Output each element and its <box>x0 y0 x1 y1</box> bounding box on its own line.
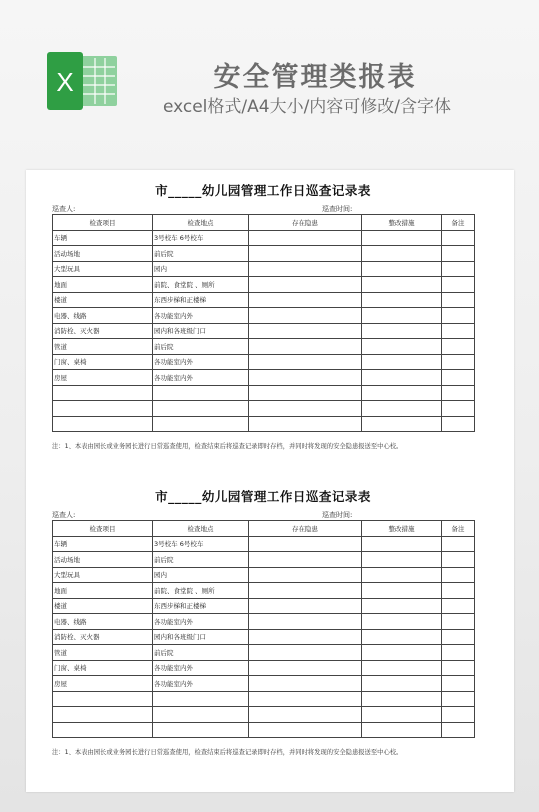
column-header-place: 检查地点 <box>153 215 249 231</box>
cell-measure <box>362 230 442 246</box>
cell-item: 地面 <box>53 277 153 293</box>
cell-place: 各功能室内外 <box>153 660 249 676</box>
table-header <box>53 521 475 537</box>
cell-measure <box>362 552 442 568</box>
cell-remark <box>442 722 475 738</box>
inspector-label: 巡查人: <box>52 511 76 519</box>
table-row <box>53 246 475 262</box>
cell-remark <box>442 536 475 552</box>
table-row <box>53 370 475 386</box>
cell-hazard <box>249 354 362 370</box>
cell-place <box>153 691 249 707</box>
column-header-remark: 备注 <box>442 215 475 231</box>
cell-measure <box>362 660 442 676</box>
cell-item: 房屋 <box>53 370 153 386</box>
cell-remark <box>442 277 475 293</box>
cell-measure <box>362 308 442 324</box>
form-title: 市_____幼儿园管理工作日巡查记录表 <box>155 489 371 504</box>
cell-item <box>53 722 153 738</box>
table-row <box>53 552 475 568</box>
cell-hazard <box>249 277 362 293</box>
table-row <box>53 707 475 723</box>
cell-remark <box>442 401 475 417</box>
header-row <box>53 215 475 231</box>
cell-item: 车辆 <box>53 536 153 552</box>
cell-item <box>53 385 153 401</box>
table-row <box>53 536 475 552</box>
cell-place: 前院、食堂院 、厕所 <box>153 277 249 293</box>
cell-item: 大型玩具 <box>53 261 153 277</box>
page-title: 安全管理类报表 <box>213 62 417 93</box>
table-header <box>53 215 475 231</box>
cell-measure <box>362 277 442 293</box>
cell-place: 各功能室内外 <box>153 370 249 386</box>
cell-remark <box>442 354 475 370</box>
cell-measure <box>362 676 442 692</box>
cell-measure <box>362 246 442 262</box>
cell-place: 各功能室内外 <box>153 614 249 630</box>
column-header-hazard: 存在隐患 <box>249 215 362 231</box>
cell-item: 管道 <box>53 339 153 355</box>
cell-hazard <box>249 385 362 401</box>
table-row <box>53 416 475 432</box>
table-row <box>53 629 475 645</box>
cell-place: 东西步梯和正楼梯 <box>153 598 249 614</box>
cell-hazard <box>249 230 362 246</box>
cell-item: 楼道 <box>53 598 153 614</box>
cell-item: 车辆 <box>53 230 153 246</box>
table-body <box>53 230 475 432</box>
cell-item: 活动场地 <box>53 552 153 568</box>
cell-place: 前院、食堂院 、厕所 <box>153 583 249 599</box>
column-header-place: 检查地点 <box>153 521 249 537</box>
table-row <box>53 292 475 308</box>
form-note: 注：1、本表由园长或业务园长进行日常巡查使用，检查结束后将巡查记录即时存档，并同时将发现的安全隐患报送至中心校。 <box>52 443 403 450</box>
inspection-table <box>52 520 475 738</box>
table-row <box>53 567 475 583</box>
cell-place <box>153 401 249 417</box>
cell-place <box>153 416 249 432</box>
header-row <box>53 521 475 537</box>
column-header-item: 检查项目 <box>53 215 153 231</box>
cell-hazard <box>249 261 362 277</box>
cell-hazard <box>249 292 362 308</box>
cell-remark <box>442 308 475 324</box>
cell-remark <box>442 339 475 355</box>
cell-hazard <box>249 629 362 645</box>
cell-item: 地面 <box>53 583 153 599</box>
cell-place: 园内和各班级门口 <box>153 323 249 339</box>
table-row <box>53 323 475 339</box>
inspector-row <box>52 506 474 520</box>
cell-remark <box>442 416 475 432</box>
cell-measure <box>362 292 442 308</box>
cell-place: 各功能室内外 <box>153 308 249 324</box>
cell-measure <box>362 567 442 583</box>
inspector-row <box>52 200 474 214</box>
table-row <box>53 691 475 707</box>
cell-remark <box>442 614 475 630</box>
table-row <box>53 230 475 246</box>
cell-item <box>53 691 153 707</box>
cell-remark <box>442 230 475 246</box>
cell-hazard <box>249 536 362 552</box>
inspection-table <box>52 214 475 432</box>
cell-measure <box>362 629 442 645</box>
cell-hazard <box>249 567 362 583</box>
excel-logo-letter: X <box>56 67 74 97</box>
column-header-measure: 整改措施 <box>362 521 442 537</box>
inspection-form-1 <box>52 182 474 450</box>
cell-hazard <box>249 323 362 339</box>
cell-hazard <box>249 339 362 355</box>
column-header-remark: 备注 <box>442 521 475 537</box>
cell-hazard <box>249 691 362 707</box>
cell-remark <box>442 598 475 614</box>
cell-hazard <box>249 416 362 432</box>
cell-place: 前后院 <box>153 339 249 355</box>
table-row <box>53 308 475 324</box>
cell-measure <box>362 583 442 599</box>
cell-item: 消防栓、灭火器 <box>53 629 153 645</box>
cell-remark <box>442 707 475 723</box>
cell-place <box>153 722 249 738</box>
cell-item: 电器、线路 <box>53 308 153 324</box>
cell-remark <box>442 583 475 599</box>
cell-place: 前后院 <box>153 645 249 661</box>
document-sheet <box>26 170 514 792</box>
cell-place: 园内 <box>153 261 249 277</box>
cell-remark <box>442 552 475 568</box>
table-body <box>53 536 475 738</box>
cell-remark <box>442 629 475 645</box>
cell-item: 楼道 <box>53 292 153 308</box>
table-row <box>53 261 475 277</box>
column-header-measure: 整改措施 <box>362 215 442 231</box>
cell-hazard <box>249 645 362 661</box>
cell-item: 大型玩具 <box>53 567 153 583</box>
form-title: 市_____幼儿园管理工作日巡查记录表 <box>155 183 371 198</box>
column-header-item: 检查项目 <box>53 521 153 537</box>
cell-place: 3号校车 6号校车 <box>153 536 249 552</box>
cell-item: 电器、线路 <box>53 614 153 630</box>
cell-place: 东西步梯和正楼梯 <box>153 292 249 308</box>
cell-hazard <box>249 583 362 599</box>
cell-remark <box>442 691 475 707</box>
table-row <box>53 354 475 370</box>
cell-measure <box>362 416 442 432</box>
inspection-time-label: 巡查时间: <box>322 511 353 519</box>
cell-item: 消防栓、灭火器 <box>53 323 153 339</box>
cell-place: 前后院 <box>153 552 249 568</box>
cell-remark <box>442 567 475 583</box>
table-row <box>53 598 475 614</box>
cell-remark <box>442 261 475 277</box>
cell-item <box>53 401 153 417</box>
page-subtitle: excel格式/A4大小/内容可修改/含字体 <box>162 97 452 117</box>
cell-measure <box>362 385 442 401</box>
excel-logo-icon <box>45 52 119 110</box>
header <box>0 0 539 140</box>
cell-remark <box>442 292 475 308</box>
cell-measure <box>362 354 442 370</box>
cell-remark <box>442 246 475 262</box>
cell-hazard <box>249 676 362 692</box>
cell-hazard <box>249 660 362 676</box>
cell-measure <box>362 401 442 417</box>
cell-hazard <box>249 246 362 262</box>
cell-hazard <box>249 707 362 723</box>
table-row <box>53 339 475 355</box>
cell-measure <box>362 691 442 707</box>
cell-remark <box>442 676 475 692</box>
cell-place: 各功能室内外 <box>153 676 249 692</box>
cell-remark <box>442 385 475 401</box>
column-header-hazard: 存在隐患 <box>249 521 362 537</box>
cell-place: 园内和各班级门口 <box>153 629 249 645</box>
cell-hazard <box>249 552 362 568</box>
cell-hazard <box>249 614 362 630</box>
cell-measure <box>362 323 442 339</box>
cell-item: 门窗、桌椅 <box>53 354 153 370</box>
cell-hazard <box>249 370 362 386</box>
cell-remark <box>442 323 475 339</box>
table-row <box>53 614 475 630</box>
cell-item: 房屋 <box>53 676 153 692</box>
cell-measure <box>362 614 442 630</box>
cell-remark <box>442 370 475 386</box>
cell-hazard <box>249 308 362 324</box>
cell-item <box>53 707 153 723</box>
cell-item: 管道 <box>53 645 153 661</box>
inspection-form-2 <box>52 488 474 756</box>
cell-place: 3号校车 6号校车 <box>153 230 249 246</box>
cell-measure <box>362 261 442 277</box>
cell-hazard <box>249 722 362 738</box>
table-row <box>53 277 475 293</box>
table-row <box>53 645 475 661</box>
cell-remark <box>442 645 475 661</box>
cell-place: 各功能室内外 <box>153 354 249 370</box>
cell-item: 活动场地 <box>53 246 153 262</box>
table-row <box>53 676 475 692</box>
cell-remark <box>442 660 475 676</box>
inspection-time-label: 巡查时间: <box>322 205 353 213</box>
inspector-label: 巡查人: <box>52 205 76 213</box>
table-row <box>53 385 475 401</box>
cell-measure <box>362 645 442 661</box>
cell-measure <box>362 370 442 386</box>
cell-place <box>153 707 249 723</box>
table-row <box>53 401 475 417</box>
cell-measure <box>362 722 442 738</box>
cell-place: 园内 <box>153 567 249 583</box>
table-row <box>53 583 475 599</box>
cell-place: 前后院 <box>153 246 249 262</box>
cell-item <box>53 416 153 432</box>
cell-item: 门窗、桌椅 <box>53 660 153 676</box>
cell-hazard <box>249 598 362 614</box>
cell-measure <box>362 707 442 723</box>
cell-measure <box>362 339 442 355</box>
cell-place <box>153 385 249 401</box>
form-note: 注：1、本表由园长或业务园长进行日常巡查使用，检查结束后将巡查记录即时存档，并同时将发现的安全隐患报送至中心校。 <box>52 749 403 756</box>
cell-measure <box>362 598 442 614</box>
table-row <box>53 660 475 676</box>
cell-hazard <box>249 401 362 417</box>
cell-measure <box>362 536 442 552</box>
table-row <box>53 722 475 738</box>
